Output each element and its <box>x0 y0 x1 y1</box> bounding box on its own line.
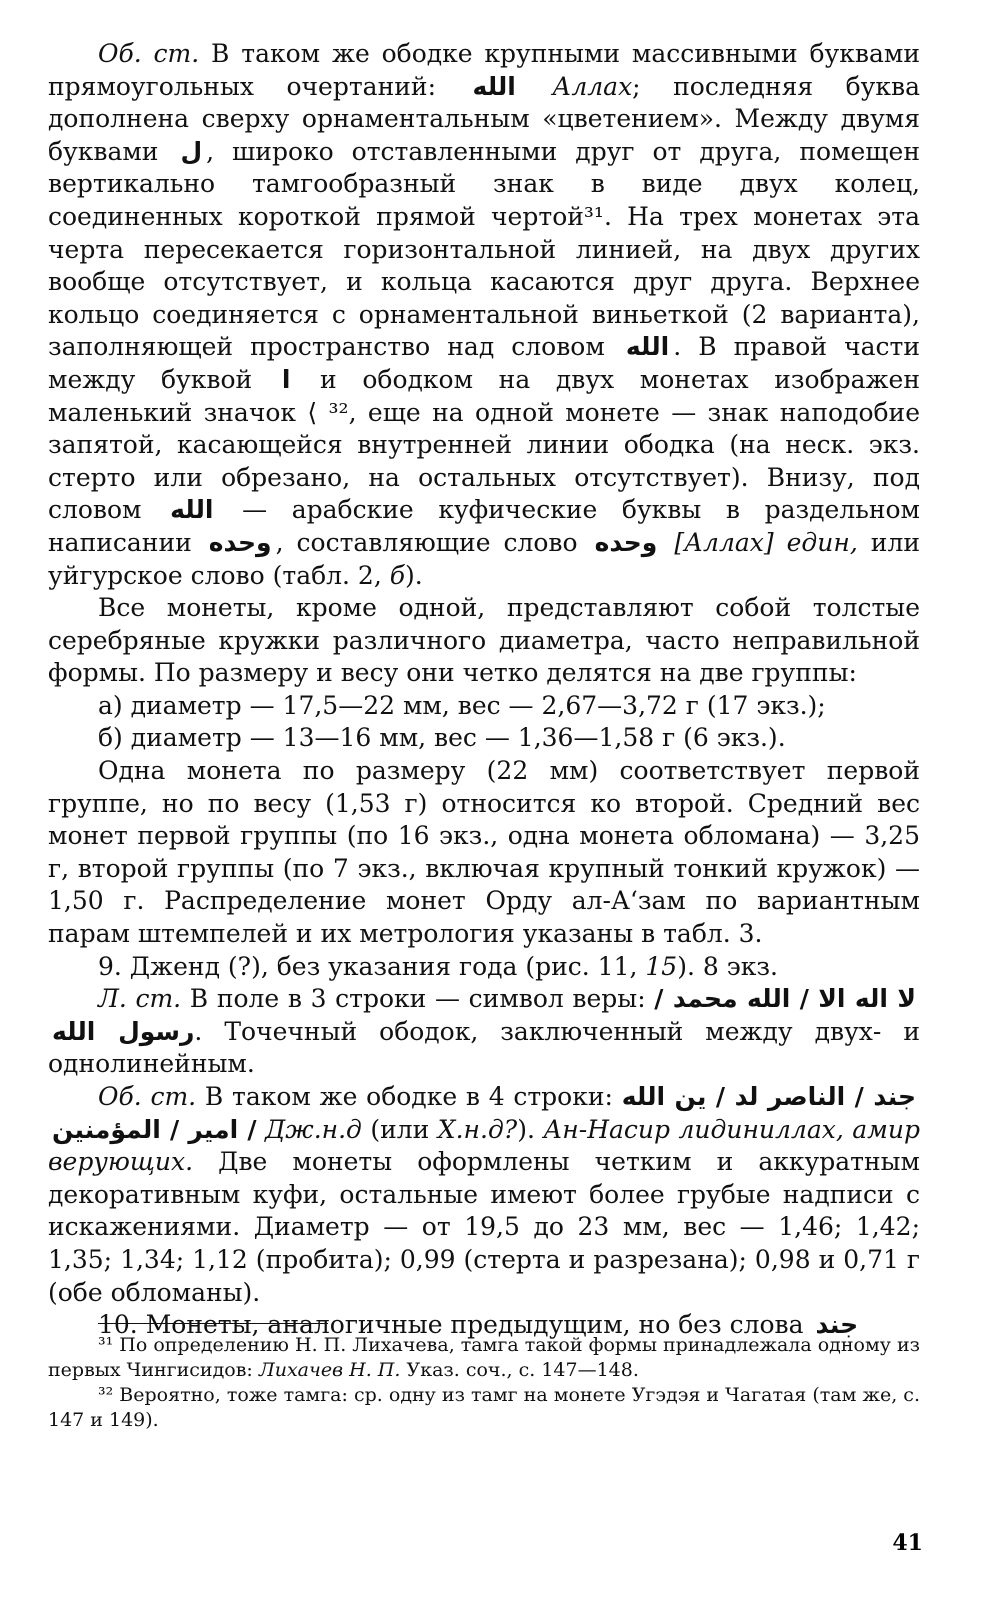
paragraph-coins-groups: Все монеты, кроме одной, представляют собой толстые серебряные кружки различного диаметра, часто неправильной формы. По размеру и весу они четко делятся на две группы: <box>48 593 920 688</box>
heading-jend: 9. Дженд (?), без указания года (рис. 11, 15). 8 экз. <box>98 951 778 981</box>
paragraph-obverse: Л. ст. В поле в 3 строки — символ веры: لا اله الا / الله محمد / رسول الله. Точечный ободок, заключенный между двух- и однолинейным. <box>48 984 920 1079</box>
paragraph-reverse-jend: Об. ст. В таком же ободке в 4 строки: جند / الناصر لد / ين الله / امير / المؤمنين Дж.н.д (или Х.н.д?). Ан-Насир лидиниллах, амир верующих. Две монеты оформлены четким и аккуратным декоративным куфи, остальные имеют более грубые надписи с искажениями. Диаметр — от 19,5 до 23 мм, вес — 1,46; 1,42; 1,35; 1,34; 1,12 (пробита); 0,99 (стерта и разрезана); 0,98 и 0,71 г (обе обломаны). <box>48 1082 920 1307</box>
paragraph-reverse-description: Об. ст. В таком же ободке крупными массивными буквами прямоугольных очертаний: الله Аллах; последняя буква дополнена сверху орнаментальным «цветением». Между двумя буквами ل , широко отставленными друг от друга, помещен вертикально тамгообразный знак в виде двух колец, соединенных короткой прямой чертой³¹. На трех монетах эта черта пересекается горизонтальной линией, на двух других вообще отсутствует, и кольца касаются друг друга. Верхнее кольцо соединяется с орнаментальной виньеткой (2 варианта), заполняющей пространство над словом الله . В правой части между буквой ا и ободком на двух монетах изображен маленький значок ⟨ ³², еще на одной монете — знак наподобие запятой, касающейся внутренней линии ободка (на неск. экз. стерто или обрезано, на остальных отсутствует). Внизу, под словом الله — арабские куфические буквы в раздельном написании وحده , составляющие слово وحده [Аллах] един, или уйгурское слово (табл. 2, б). <box>48 39 920 590</box>
arabic-legend: جند / الناصر لد / ين الله / امير / المؤمنين <box>52 1082 916 1144</box>
page-number: 41 <box>892 1530 923 1556</box>
group-b: б) диаметр — 13—16 мм, вес — 1,36—1,58 г (6 экз.). <box>98 723 786 753</box>
main-text <box>48 38 920 1342</box>
arabic-allah: الله <box>625 332 670 362</box>
reverse-label: Об. ст. <box>98 39 200 68</box>
arabic-allah: الله <box>472 71 516 101</box>
arabic-wahdahu-separate: وحده <box>208 527 272 557</box>
footnote-divider <box>98 1323 328 1324</box>
reverse-label: Об. ст. <box>98 1082 197 1111</box>
group-a: а) диаметр — 17,5—22 мм, вес — 2,67—3,72 г (17 экз.); <box>98 690 826 720</box>
footnote-32: ³² Вероятно, тоже тамга: ср. одну из тамг на монете Угэдэя и Чагатая (там же, с. 147 и 149). <box>48 1384 920 1431</box>
arabic-lam: ل <box>180 136 203 166</box>
arabic-wahdahu: وحده <box>594 527 658 557</box>
arabic-jund: جند <box>815 1310 859 1340</box>
footnote-31: ³¹ По определению Н. П. Лихачева, тамга такой формы принадлежала одному из первых Чингисидов: Лихачев Н. П. Указ. соч., с. 147—148. <box>48 1334 920 1381</box>
footnotes <box>48 1333 920 1433</box>
paragraph-metrology: Одна монета по размеру (22 мм) соответствует первой группе, но по весу (1,53 г) относится ко второй. Средний вес монет первой группы (по 16 экз., одна монета обломана) — 3,25 г, второй группы (по 7 экз., включая крупный тонкий кружок) — 1,50 г. Распределение монет Орду ал-А‘зам по вариантным парам штемпелей и их метрология указаны в табл. 3. <box>48 756 920 949</box>
obverse-label: Л. ст. <box>98 984 182 1014</box>
heading-item-10: 10. Монеты, аналогичные предыдущим, но без слова جند <box>48 1309 920 1342</box>
arabic-shahada: لا اله الا / الله محمد / رسول الله <box>52 984 916 1046</box>
arabic-alif: ا <box>281 364 291 394</box>
arabic-allah: الله <box>170 495 214 525</box>
